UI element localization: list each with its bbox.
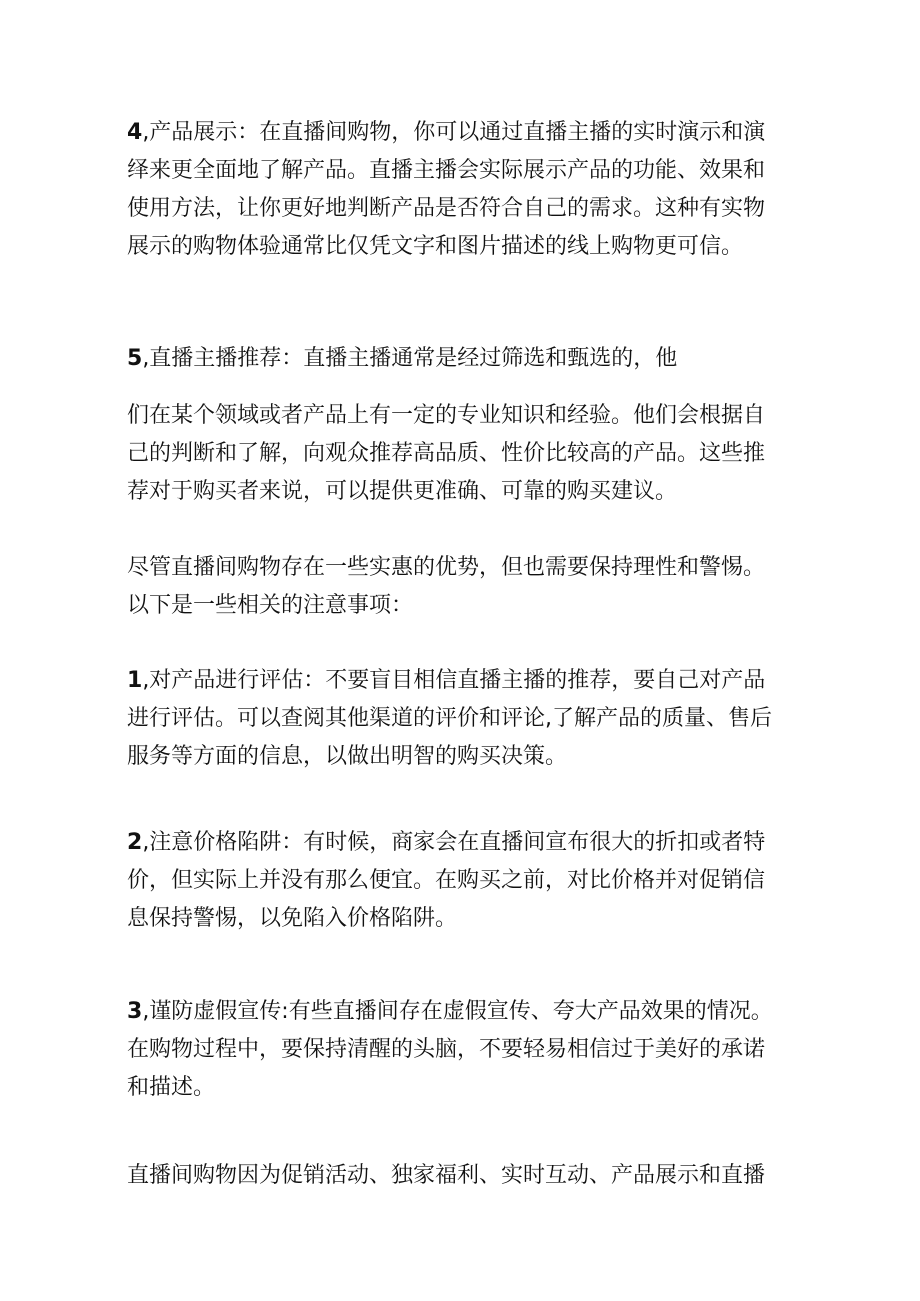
text-line: 服务等方面的信息，以做出明智的购买决策。 [127, 744, 568, 769]
paragraph-intro-cautions [127, 549, 799, 625]
text-line: 和描述。 [127, 1075, 216, 1100]
text-line: 在购物过程中，要保持清醒的头脑，不要轻易相信过于美好的承诺 [127, 1037, 766, 1062]
text-line: 绎来更全面地了解产品。直播主播会实际展示产品的功能、效果和 [127, 158, 766, 183]
item-number: 5 [127, 346, 143, 371]
text-line: 尽管直播间购物存在一些实惠的优势，但也需要保持理性和警惕。 [127, 555, 766, 580]
text-line: 息保持警惕，以免陷入价格陷阱。 [127, 906, 458, 931]
text-line: 5,直播主播推荐：直播主播通常是经过筛选和甄选的，他 [127, 346, 678, 371]
item-number: 4 [127, 120, 143, 145]
paragraph-host-recommendation [127, 340, 799, 378]
text-line: 3,谨防虚假宣传:有些直播间存在虚假宣传、夸大产品效果的情况。 [127, 999, 773, 1024]
paragraph-conclusion [127, 1157, 799, 1195]
text-line: 2,注意价格陷阱：有时候，商家会在直播间宣布很大的折扣或者特 [127, 830, 766, 855]
text-line: 己的判断和了解，向观众推荐高品质、性价比较高的产品。这些推 [127, 441, 766, 466]
text-line: 进行评估。可以查阅其他渠道的评价和评论,了解产品的质量、售后 [127, 706, 772, 731]
text-line: 荐对于购买者来说，可以提供更准确、可靠的购买建议。 [127, 479, 678, 504]
paragraph-false-advertising [127, 993, 799, 1107]
text-line: 使用方法，让你更好地判断产品是否符合自己的需求。这种有实物 [127, 196, 766, 221]
text-line: 1,对产品进行评估：不要盲目相信直播主播的推荐，要自己对产品 [127, 668, 766, 693]
text-line: 以下是一些相关的注意事项： [127, 593, 414, 618]
paragraph-price-traps [127, 824, 799, 938]
text-line: 价，但实际上并没有那么便宜。在购买之前，对比价格并对促销信 [127, 868, 766, 893]
item-number: 2 [127, 830, 143, 855]
paragraph-evaluate-products [127, 662, 799, 776]
item-number: 1 [127, 668, 143, 693]
paragraph-product-display [127, 114, 799, 266]
paragraph-host-recommendation-cont [127, 397, 799, 511]
text-line: 们在某个领域或者产品上有一定的专业知识和经验。他们会根据自 [127, 403, 766, 428]
item-number: 3 [127, 999, 143, 1024]
text-line: 展示的购物体验通常比仅凭文字和图片描述的线上购物更可信。 [127, 234, 744, 259]
text-line: 4,产品展示：在直播间购物，你可以通过直播主播的实时演示和演 [127, 120, 766, 145]
text-line: 直播间购物因为促销活动、独家福利、实时互动、产品展示和直播 [127, 1163, 766, 1188]
